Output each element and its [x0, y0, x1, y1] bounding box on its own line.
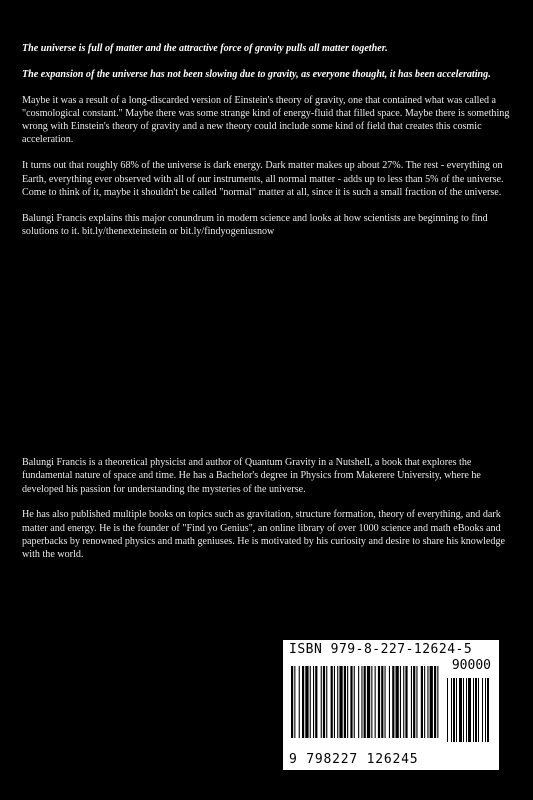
- barcode-bar: [326, 666, 327, 738]
- addon-bar: [447, 678, 448, 742]
- blurb-paragraph-1: Maybe it was a result of a long-discarded version of Einstein's theory of gravity, one that contained what was called a "cosmological constant." Maybe there was some strange kind of energy-fluid that filled space. Maybe there is something wrong with Einstein's theory of gravity and a new theory could include some kind of field that creates this cosmic acceleration.: [22, 94, 510, 146]
- barcode-bar: [411, 666, 412, 738]
- blurb-paragraph-3: Balungi Francis explains this major conundrum in modern science and looks at how scientists are beginning to find solutions to it. bit.ly/thenexteinstein or bit.ly/findyogeniusnow: [22, 212, 488, 237]
- author-bio-section: [22, 456, 514, 574]
- barcode-bar: [331, 666, 333, 738]
- isbn-barcode: [283, 640, 499, 770]
- barcode-bar: [358, 666, 359, 738]
- addon-bar: [459, 678, 462, 742]
- barcode-bar: [291, 666, 293, 738]
- barcode-bar: [367, 666, 370, 738]
- lead-line-2: The expansion of the universe has not been slowing due to gravity, as everyone thought, it has been accelerating.: [22, 68, 491, 80]
- barcode-bar: [347, 666, 348, 738]
- addon-bar: [482, 678, 483, 742]
- bio-paragraph-1: Balungi Francis is a theoretical physicist and author of Quantum Gravity in a Nutshell, a book that explores the fundamental nature of space and time. He has a Bachelor's degree in Physics from Makerere University, where he developed his passion for understanding the mysteries of the universe.: [22, 457, 481, 495]
- addon-bar: [451, 678, 452, 742]
- barcode-bar: [323, 666, 325, 738]
- barcode-bar: [344, 666, 346, 738]
- barcode-bar: [385, 666, 386, 738]
- addon-bar: [468, 678, 471, 742]
- addon-bar: [485, 678, 486, 742]
- barcode-bar: [361, 666, 362, 738]
- barcode-bar: [427, 666, 428, 738]
- barcode-bar: [389, 666, 390, 738]
- barcode-bar: [354, 666, 355, 738]
- addon-bar: [473, 678, 474, 742]
- ean-digits: 9 798227 126245: [289, 752, 419, 767]
- addon-bar: [456, 678, 457, 742]
- barcode-bar: [350, 666, 352, 738]
- addon-bar: [466, 678, 467, 742]
- bio-paragraph-2: He has also published multiple books on topics such as gravitation, structure formation, theory of everything, and dark matter and energy. He is the founder of "Find yo Genius", an online library of over 1000 science and math eBooks and paperbacks by renowned physics and math geniuses. He is motivated by his curiosity and desire to share his knowledge with the world.: [22, 509, 505, 561]
- barcode-bar: [413, 666, 415, 738]
- addon-bar: [475, 678, 477, 742]
- barcode-bar: [337, 666, 338, 738]
- barcode-bar: [299, 666, 300, 738]
- addon-bar: [487, 678, 489, 742]
- barcode-bar: [294, 666, 295, 738]
- barcode-bar: [405, 666, 407, 738]
- barcode-bar: [375, 666, 376, 738]
- barcode-bar: [302, 666, 304, 738]
- barcode-bar: [403, 666, 404, 738]
- barcode-bar: [313, 666, 314, 738]
- barcode-bar: [396, 666, 399, 738]
- barcode-bar: [334, 666, 335, 738]
- barcode-bar: [381, 666, 383, 738]
- blurb-paragraph-2: It turns out that roughly 68% of the universe is dark energy. Dark matter makes up about 27%. The rest - everything on Earth, everything ever observed with all of our instruments, all normal matter - adds up to less than 5% of the universe. Come to think of it, maybe it shouldn't be called "normal" matter at all, since it is such a small fraction of the universe.: [22, 160, 504, 198]
- price-addon-number: 90000: [451, 658, 491, 673]
- barcode-bar: [437, 666, 438, 738]
- barcode-bar: [434, 666, 436, 738]
- barcode-bars-graphic: [289, 662, 493, 748]
- barcode-bar: [315, 666, 317, 738]
- barcode-bar: [364, 666, 366, 738]
- barcode-bar: [371, 666, 372, 738]
- barcode-bar: [378, 666, 380, 738]
- addon-bar: [453, 678, 455, 742]
- barcode-bar: [424, 666, 425, 738]
- barcode-bar: [421, 666, 423, 738]
- barcode-bar: [400, 666, 401, 738]
- barcode-bar: [430, 666, 433, 738]
- blurb-section: [22, 42, 514, 251]
- barcode-bar: [392, 666, 394, 738]
- barcode-bar: [321, 666, 322, 738]
- addon-bar: [478, 678, 479, 742]
- barcode-bar: [416, 666, 417, 738]
- isbn-number: ISBN 979-8-227-12624-5: [289, 642, 473, 657]
- addon-bar: [463, 678, 464, 742]
- barcode-bar: [305, 666, 308, 738]
- barcode-bar: [339, 666, 342, 738]
- lead-line-1: The universe is full of matter and the attractive force of gravity pulls all matter together.: [22, 43, 388, 54]
- barcode-bar: [310, 666, 311, 738]
